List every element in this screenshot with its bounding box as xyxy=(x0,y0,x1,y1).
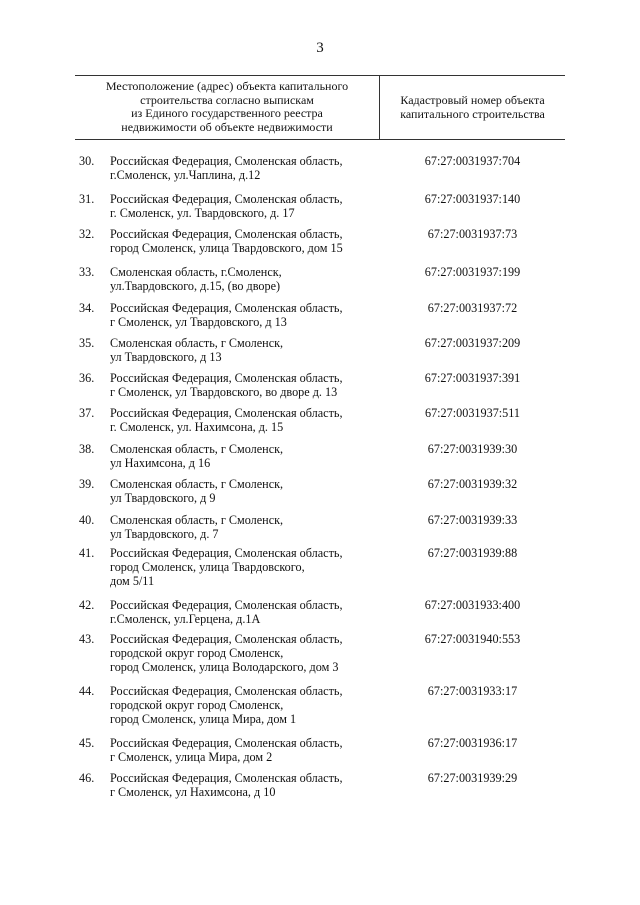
row-number: 34. xyxy=(79,300,95,315)
row-cadastral-number: 67:27:0031937:73 xyxy=(427,226,518,241)
row-number: 41. xyxy=(79,545,95,560)
row-address: Российская Федерация, Смоленская область, г.Смоленск, ул.Чаплина, д.12 xyxy=(110,154,343,182)
header-cadastral: Кадастровый номер объекта капитального строительства xyxy=(400,93,545,121)
row-address: Российская Федерация, Смоленская область, г. Смоленск, ул. Нахимсона, д. 15 xyxy=(110,406,343,434)
row-address: Российская Федерация, Смоленская область, г Смоленск, улица Мира, дом 2 xyxy=(110,735,343,764)
table-row xyxy=(75,736,565,771)
row-number: 31. xyxy=(79,191,95,206)
header-address: Местоположение (адрес) объекта капитального строительства согласно выпискам из Единого государственного реестра недвижимости об объекте недвижимости xyxy=(105,79,349,134)
row-number: 36. xyxy=(79,371,95,385)
row-address: Смоленская область, г Смоленск, ул Твардовского, д 13 xyxy=(110,335,284,364)
table-row xyxy=(75,227,565,266)
row-address: Российская Федерация, Смоленская область, г.Смоленск, ул.Герцена, д.1А xyxy=(110,597,343,626)
row-cadastral-number: 67:27:0031933:400 xyxy=(424,597,521,612)
table-row xyxy=(75,632,565,684)
row-number: 30. xyxy=(79,154,95,168)
table-row xyxy=(75,546,565,598)
row-cadastral-number: 67:27:0031937:704 xyxy=(424,154,521,168)
table-row xyxy=(75,442,565,477)
row-address: Российская Федерация, Смоленская область, г Смоленск, ул Твардовского, д 13 xyxy=(110,300,343,329)
row-number: 33. xyxy=(79,265,95,279)
row-number: 35. xyxy=(79,335,95,350)
row-address: Российская Федерация, Смоленская область, город Смоленск, улица Твардовского, дом 15 xyxy=(110,226,343,255)
row-cadastral-number: 67:27:0031937:209 xyxy=(424,335,521,350)
row-address: Российская Федерация, Смоленская область, городской округ город Смоленск, город Смоленск, улица Володарского, дом 3 xyxy=(110,631,343,674)
row-cadastral-number: 67:27:0031937:199 xyxy=(424,265,521,279)
row-cadastral-number: 67:27:0031939:30 xyxy=(427,442,518,456)
property-table xyxy=(75,75,565,806)
table-row xyxy=(75,477,565,513)
row-address: Российская Федерация, Смоленская область, город Смоленск, улица Твардовского, дом 5/11 xyxy=(110,545,343,588)
row-cadastral-number: 67:27:0031939:33 xyxy=(427,512,518,527)
row-number: 45. xyxy=(79,735,95,750)
row-address: Смоленская область, г Смоленск, ул Твардовского, д 9 xyxy=(110,477,284,505)
row-number: 40. xyxy=(79,512,95,527)
table-row xyxy=(75,371,565,406)
page-number: 3 xyxy=(316,40,324,56)
table-row xyxy=(75,154,565,192)
row-number: 44. xyxy=(79,683,95,698)
row-cadastral-number: 67:27:0031937:72 xyxy=(427,300,518,315)
row-number: 32. xyxy=(79,226,95,241)
row-number: 38. xyxy=(79,442,95,456)
row-cadastral-number: 67:27:0031937:140 xyxy=(424,191,521,206)
row-address: Российская Федерация, Смоленская область, городской округ город Смоленск, город Смоленск, улица Мира, дом 1 xyxy=(110,683,343,726)
row-number: 37. xyxy=(79,406,95,420)
row-address: Российская Федерация, Смоленская область, г. Смоленск, ул. Твардовского, д. 17 xyxy=(110,191,343,220)
row-address: Российская Федерация, Смоленская область, г Смоленск, ул Нахимсона, д 10 xyxy=(110,770,343,799)
row-number: 39. xyxy=(79,477,95,491)
row-cadastral-number: 67:27:0031939:88 xyxy=(427,545,518,560)
row-cadastral-number: 67:27:0031936:17 xyxy=(427,735,518,750)
table-row xyxy=(75,513,565,546)
row-cadastral-number: 67:27:0031933:17 xyxy=(427,683,518,698)
table-body xyxy=(75,140,565,806)
row-number: 42. xyxy=(79,597,95,612)
row-cadastral-number: 67:27:0031937:391 xyxy=(424,371,521,385)
row-number: 46. xyxy=(79,770,95,785)
row-address: Смоленская область, г Смоленск, ул Твардовского, д. 7 xyxy=(110,512,284,541)
table-row xyxy=(75,598,565,632)
row-number: 43. xyxy=(79,631,95,646)
row-address: Смоленская область, г.Смоленск, ул.Твардовского, д.15, (во дворе) xyxy=(110,265,282,293)
table-row xyxy=(75,265,565,301)
table-row xyxy=(75,301,565,336)
row-address: Российская Федерация, Смоленская область, г Смоленск, ул Твардовского, во дворе д. 13 xyxy=(110,371,343,399)
row-cadastral-number: 67:27:0031937:511 xyxy=(424,406,521,420)
row-address: Смоленская область, г Смоленск, ул Нахимсона, д 16 xyxy=(110,442,284,470)
row-cadastral-number: 67:27:0031939:29 xyxy=(427,770,518,785)
table-row xyxy=(75,684,565,736)
table-row xyxy=(75,336,565,372)
row-cadastral-number: 67:27:0031940:553 xyxy=(424,631,521,646)
row-cadastral-number: 67:27:0031939:32 xyxy=(427,477,518,491)
table-row xyxy=(75,406,565,442)
table-row xyxy=(75,771,565,806)
table-header xyxy=(75,75,565,140)
table-row xyxy=(75,192,565,227)
